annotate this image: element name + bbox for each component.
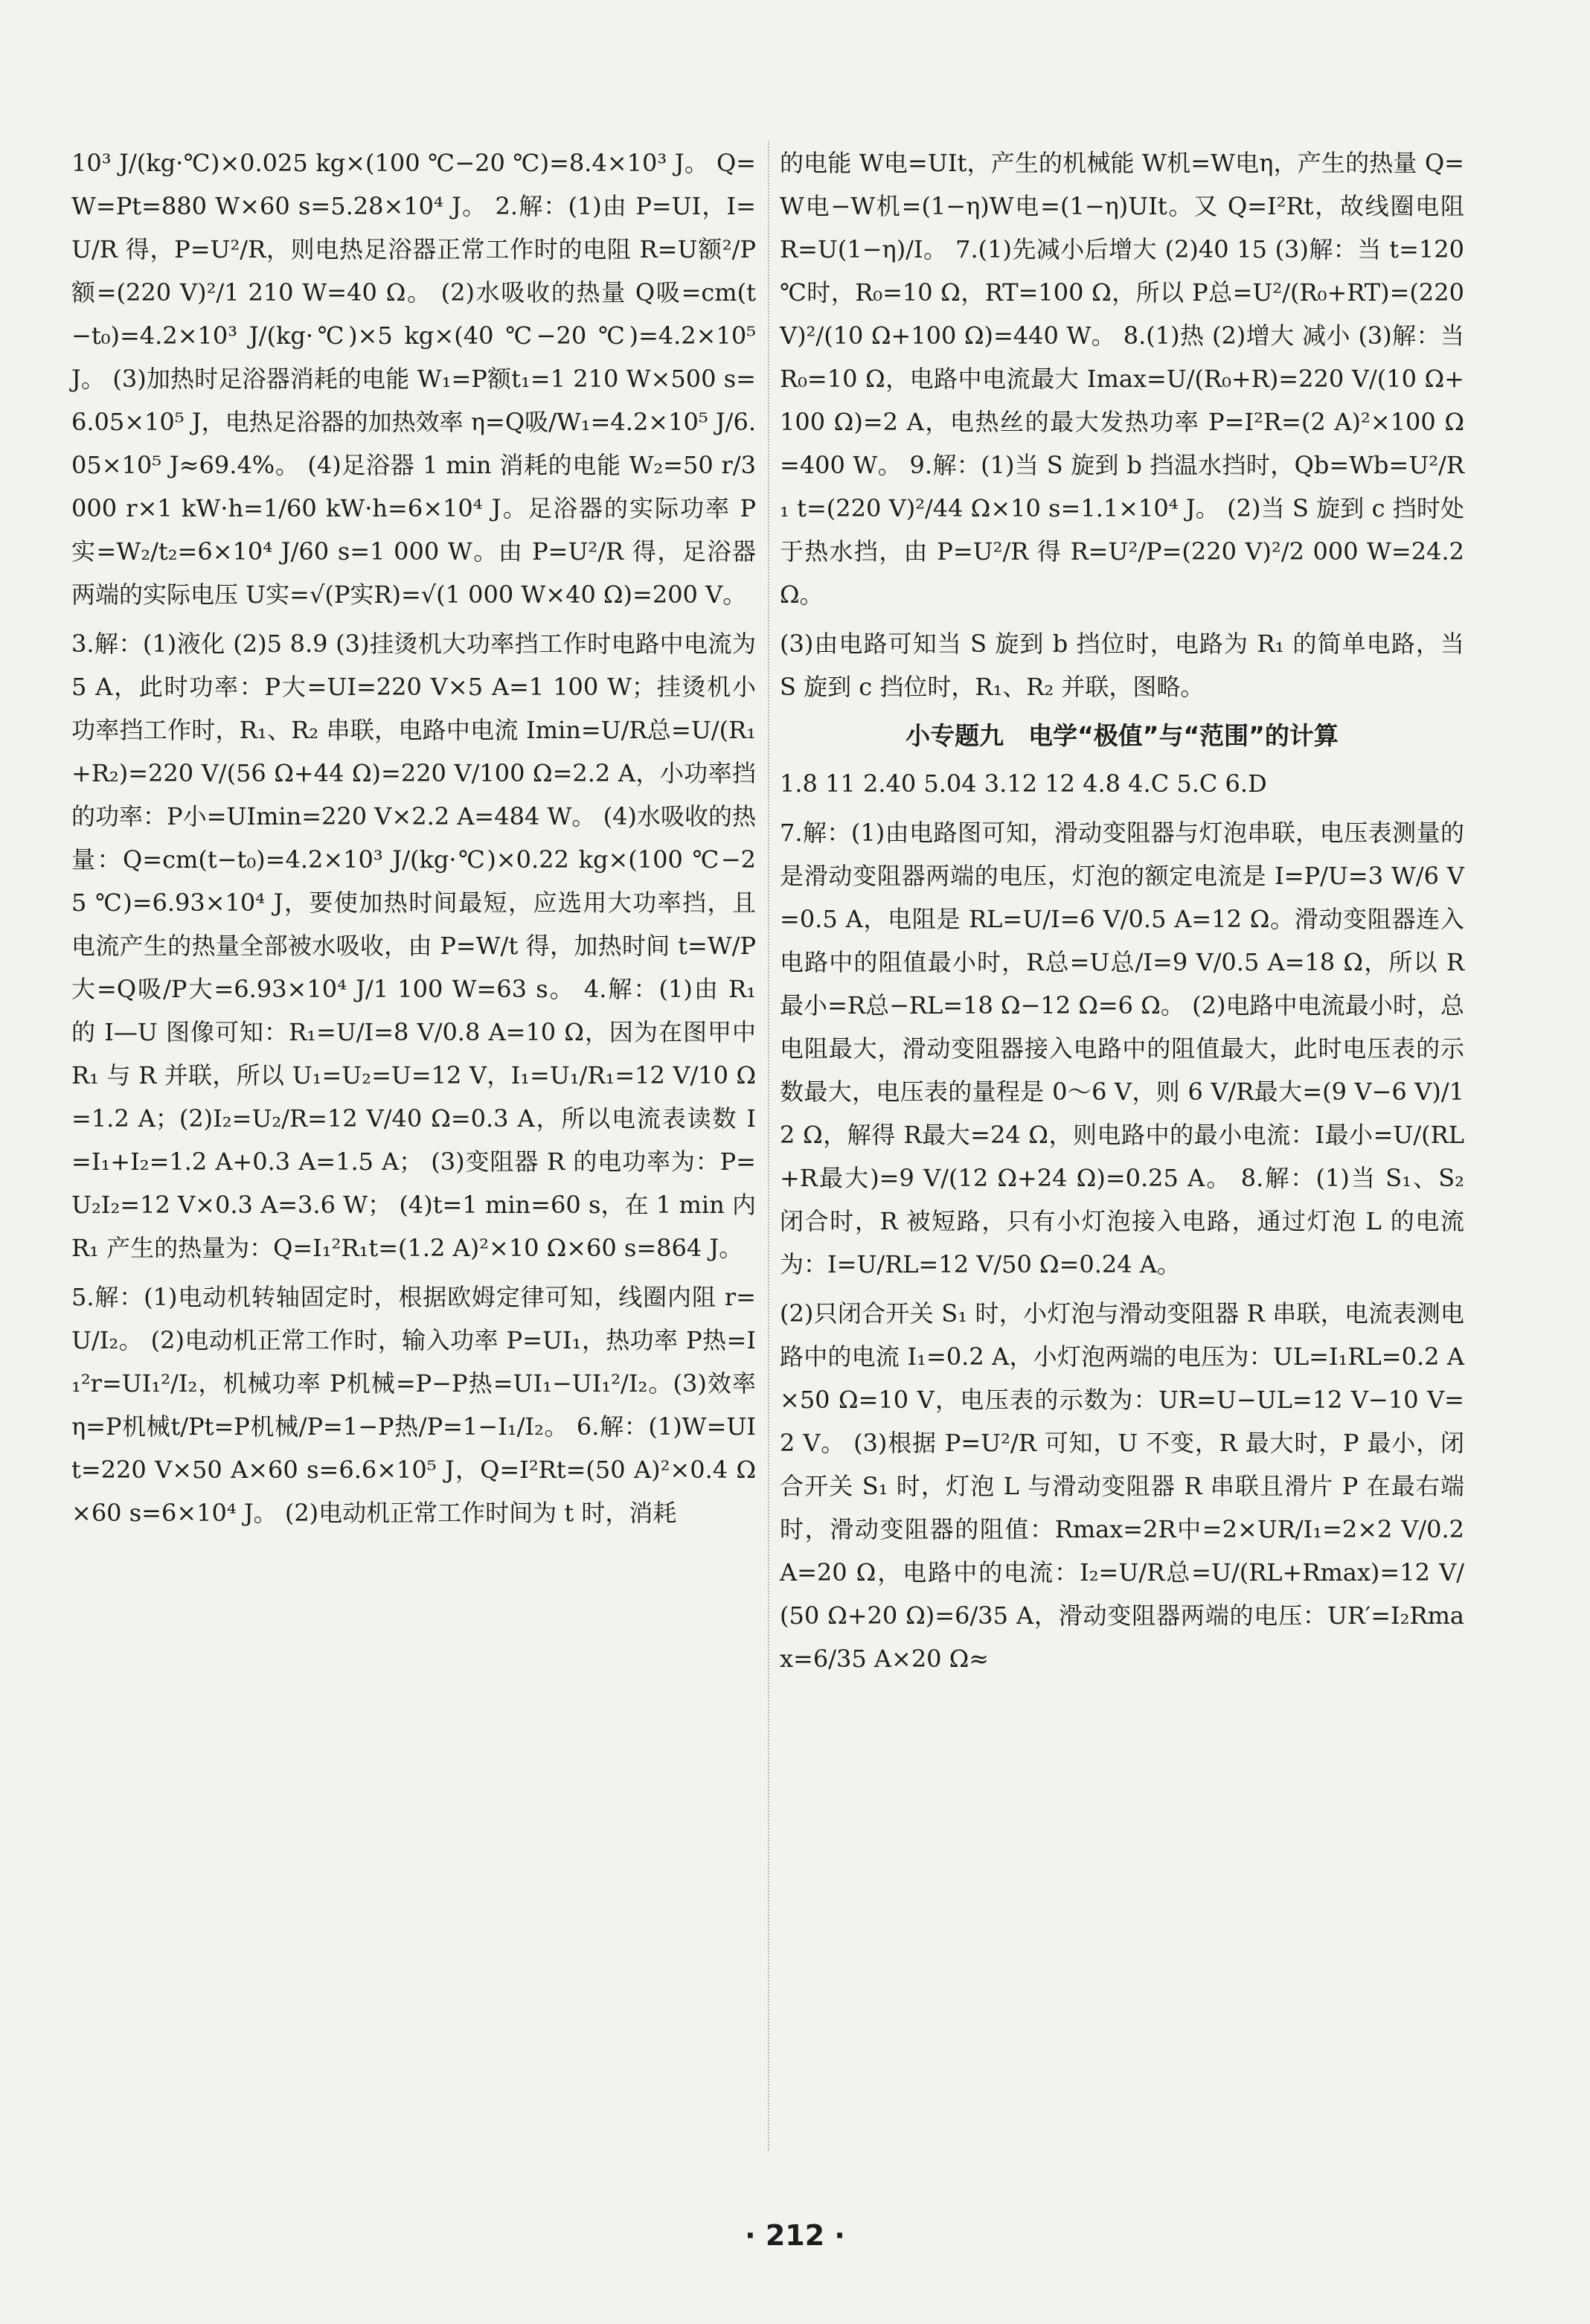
right-column (780, 141, 1464, 1686)
answer-paragraph: 5.解：(1)电动机转轴固定时，根据欧姆定律可知，线圈内阻 r=U/I₂。 (2)电动机正常工作时，输入功率 P=UI₁，热功率 P热=I₁²r=UI₁²/I₂，机械功率 P机械=P−P热=UI₁−UI₁²/I₂。(3)效率 η=P机械t/Pt=P机械/P=1−P热/P=1−I₁/I₂。 6.解：(1)W=UIt=220 V×50 A×60 s=6.6×10⁵ J，Q=I²Rt=(50 A)²×0.4 Ω×60 s=6×10⁴ J。 (2)电动机正常工作时间为 t 时，消耗 (71, 1283, 756, 1527)
page-number: · 212 · (745, 2219, 845, 2252)
answer-paragraph: 10³ J/(kg·℃)×0.025 kg×(100 ℃−20 ℃)=8.4×10³ J。 Q=W=Pt=880 W×60 s=5.28×10⁴ J。 2.解：(1)由 P=UI，I=U/R 得，P=U²/R，则电热足浴器正常工作时的电阻 R=U额²/P额=(220 V)²/1 210 W=40 Ω。 (2)水吸收的热量 Q吸=cm(t−t₀)=4.2×10³ J/(kg·℃)×5 kg×(40 ℃−20 ℃)=4.2×10⁵ J。 (3)加热时足浴器消耗的电能 W₁=P额t₁=1 210 W×500 s=6.05×10⁵ J，电热足浴器的加热效率 η=Q吸/W₁=4.2×10⁵ J/6.05×10⁵ J≈69.4%。 (4)足浴器 1 min 消耗的电能 W₂=50 r/3 000 r×1 kW·h=1/60 kW·h=6×10⁴ J。足浴器的实际功率 P实=W₂/t₂=6×10⁴ J/60 s=1 000 W。由 P=U²/R 得，足浴器两端的实际电压 U实=√(P实R)=√(1 000 W×40 Ω)=200 V。 (71, 149, 756, 609)
section-title: 小专题九 电学“极值”与“范围”的计算 (905, 721, 1339, 750)
answer-paragraph: (2)只闭合开关 S₁ 时，小灯泡与滑动变阻器 R 串联，电流表测电路中的电流 I₁=0.2 A，小灯泡两端的电压为：UL=I₁RL=0.2 A×50 Ω=10 V，电压表的示数为：UR=U−UL=12 V−10 V=2 V。 (3)根据 P=U²/R 可知，U 不变，R 最大时，P 最小，闭合开关 S₁ 时，灯泡 L 与滑动变阻器 R 串联且滑片 P 在最右端时，滑动变阻器的阻值：Rmax=2R中=2×UR/I₁=2×2 V/0.2 A=20 Ω，电路中的电流：I₂=U/R总=U/(RL+Rmax)=12 V/(50 Ω+20 Ω)=6/35 A，滑动变阻器两端的电压：UR′=I₂Rmax=6/35 A×20 Ω≈ (780, 1299, 1464, 1673)
answer-paragraph: 3.解：(1)液化 (2)5 8.9 (3)挂烫机大功率挡工作时电路中电流为5 A，此时功率：P大=UI=220 V×5 A=1 100 W；挂烫机小功率挡工作时，R₁、R₂ 串联，电路中电流 Imin=U/R总=U/(R₁+R₂)=220 V/(56 Ω+44 Ω)=220 V/100 Ω=2.2 A，小功率挡的功率：P小=UImin=220 V×2.2 A=484 W。 (4)水吸收的热量：Q=cm(t−t₀)=4.2×10³ J/(kg·℃)×0.22 kg×(100 ℃−25 ℃)=6.93×10⁴ J，要使加热时间最短，应选用大功率挡，且电流产生的热量全部被水吸收，由 P=W/t 得，加热时间 t=W/P大=Q吸/P大=6.93×10⁴ J/1 100 W=63 s。 4.解：(1)由 R₁ 的 I—U 图像可知：R₁=U/I=8 V/0.8 A=10 Ω，因为在图甲中 R₁ 与 R 并联，所以 U₁=U₂=U=12 V，I₁=U₁/R₁=12 V/10 Ω=1.2 A；(2)I₂=U₂/R=12 V/40 Ω=0.3 A，所以电流表读数 I=I₁+I₂=1.2 A+0.3 A=1.5 A； (3)变阻器 R 的电功率为：P=U₂I₂=12 V×0.3 A=3.6 W； (4)t=1 min=60 s，在 1 min 内 R₁ 产生的热量为：Q=I₁²R₁t=(1.2 A)²×10 Ω×60 s=864 J。 (71, 630, 756, 1262)
answer-key-line: 1.8 11 2.40 5.04 3.12 12 4.8 4.C 5.C 6.D (780, 769, 1267, 798)
column-divider (768, 141, 769, 2151)
answer-paragraph: 的电能 W电=UIt，产生的机械能 W机=W电η，产生的热量 Q=W电−W机=(1−η)W电=(1−η)UIt。又 Q=I²Rt，故线圈电阻 R=U(1−η)/I。 7.(1)先减小后增大 (2)40 15 (3)解：当 t=120 ℃时，R₀=10 Ω，RT=100 Ω，所以 P总=U²/(R₀+RT)=(220 V)²/(10 Ω+100 Ω)=440 W。 8.(1)热 (2)增大 减小 (3)解：当 R₀=10 Ω，电路中电流最大 Imax=U/(R₀+R)=220 V/(10 Ω+100 Ω)=2 A，电热丝的最大发热功率 P=I²R=(2 A)²×100 Ω=400 W。 9.解：(1)当 S 旋到 b 挡温水挡时，Qb=Wb=U²/R₁ t=(220 V)²/44 Ω×10 s=1.1×10⁴ J。 (2)当 S 旋到 c 挡时处于热水挡，由 P=U²/R 得 R=U²/P=(220 V)²/2 000 W=24.2 Ω。 (780, 149, 1464, 609)
answer-paragraph: 7.解：(1)由电路图可知，滑动变阻器与灯泡串联，电压表测量的是滑动变阻器两端的电压，灯泡的额定电流是 I=P/U=3 W/6 V=0.5 A，电阻是 RL=U/I=6 V/0.5 A=12 Ω。滑动变阻器连入电路中的阻值最小时，R总=U总/I=9 V/0.5 A=18 Ω，所以 R最小=R总−RL=18 Ω−12 Ω=6 Ω。 (2)电路中电流最小时，总电阻最大，滑动变阻器接入电路中的阻值最大，此时电压表的示数最大，电压表的量程是 0～6 V，则 6 V/R最大=(9 V−6 V)/12 Ω，解得 R最大=24 Ω，则电路中的最小电流：I最小=U/(RL+R最大)=9 V/(12 Ω+24 Ω)=0.25 A。 8.解：(1)当 S₁、S₂ 闭合时，R 被短路，只有小灯泡接入电路，通过灯泡 L 的电流为：I=U/RL=12 V/50 Ω=0.24 A。 (780, 819, 1464, 1278)
answer-paragraph: (3)由电路可知当 S 旋到 b 挡位时，电路为 R₁ 的简单电路，当 S 旋到 c 挡位时，R₁、R₂ 并联，图略。 (780, 630, 1464, 701)
left-column (71, 141, 756, 1540)
